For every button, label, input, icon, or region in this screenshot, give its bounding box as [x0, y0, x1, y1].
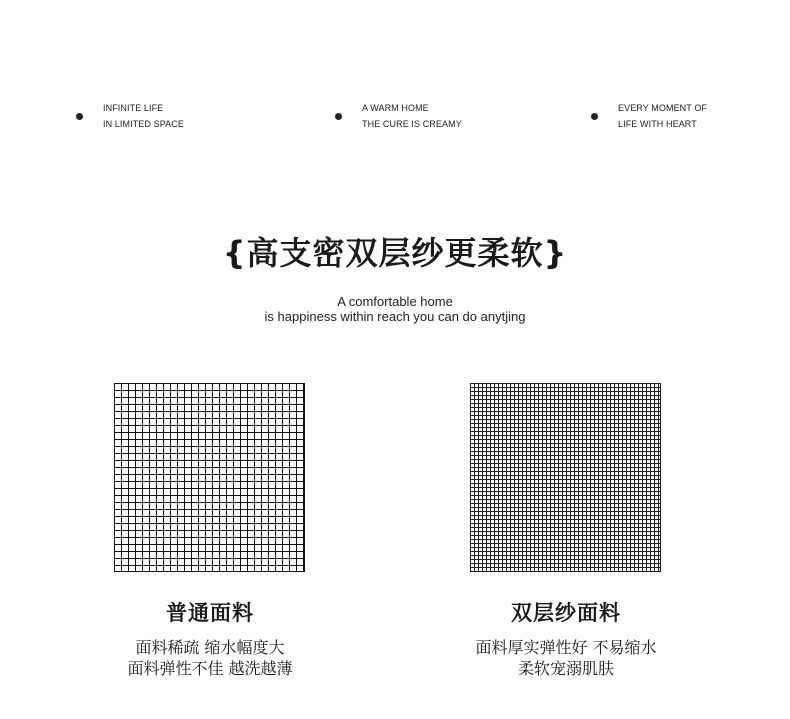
ordinary-fabric-grid-image	[114, 383, 305, 572]
subtitle	[0, 294, 790, 324]
double-gauze-fabric-grid-image	[470, 383, 661, 572]
tagline-3-line-2: LIFE WITH HEART	[618, 119, 697, 129]
bullet-dot-icon	[591, 113, 598, 120]
double-gauze-fabric-desc-2: 柔软宠溺肌肤	[517, 659, 614, 678]
tagline-2	[335, 100, 462, 132]
tagline-1-line-2: IN LIMITED SPACE	[103, 119, 184, 129]
ordinary-fabric-desc-1: 面料稀疏 缩水幅度大	[135, 638, 285, 657]
double-gauze-fabric-caption	[416, 597, 716, 679]
double-gauze-fabric-desc-1: 面料厚实弹性好 不易缩水	[475, 638, 657, 657]
ordinary-fabric-desc-2: 面料弹性不佳 越洗越薄	[127, 659, 293, 678]
double-gauze-fabric-title: 双层纱面料	[511, 601, 621, 625]
tagline-1	[76, 100, 184, 132]
tagline-3	[591, 100, 707, 132]
tagline-3-line-1: EVERY MOMENT OF	[618, 103, 708, 113]
subtitle-line-2: is happiness within reach you can do anytjing	[264, 309, 526, 324]
tagline-2-line-1: A WARM HOME	[362, 103, 429, 113]
tagline-1-line-1: INFINITE LIFE	[103, 103, 164, 113]
ordinary-fabric-caption	[60, 597, 360, 679]
ordinary-fabric-title: 普通面料	[166, 601, 254, 625]
bullet-dot-icon	[76, 113, 83, 120]
tagline-2-line-2: THE CURE IS CREAMY	[362, 119, 462, 129]
headline: {高支密双层纱更柔软}	[222, 234, 568, 272]
subtitle-line-1: A comfortable home	[337, 294, 453, 309]
bullet-dot-icon	[335, 113, 342, 120]
